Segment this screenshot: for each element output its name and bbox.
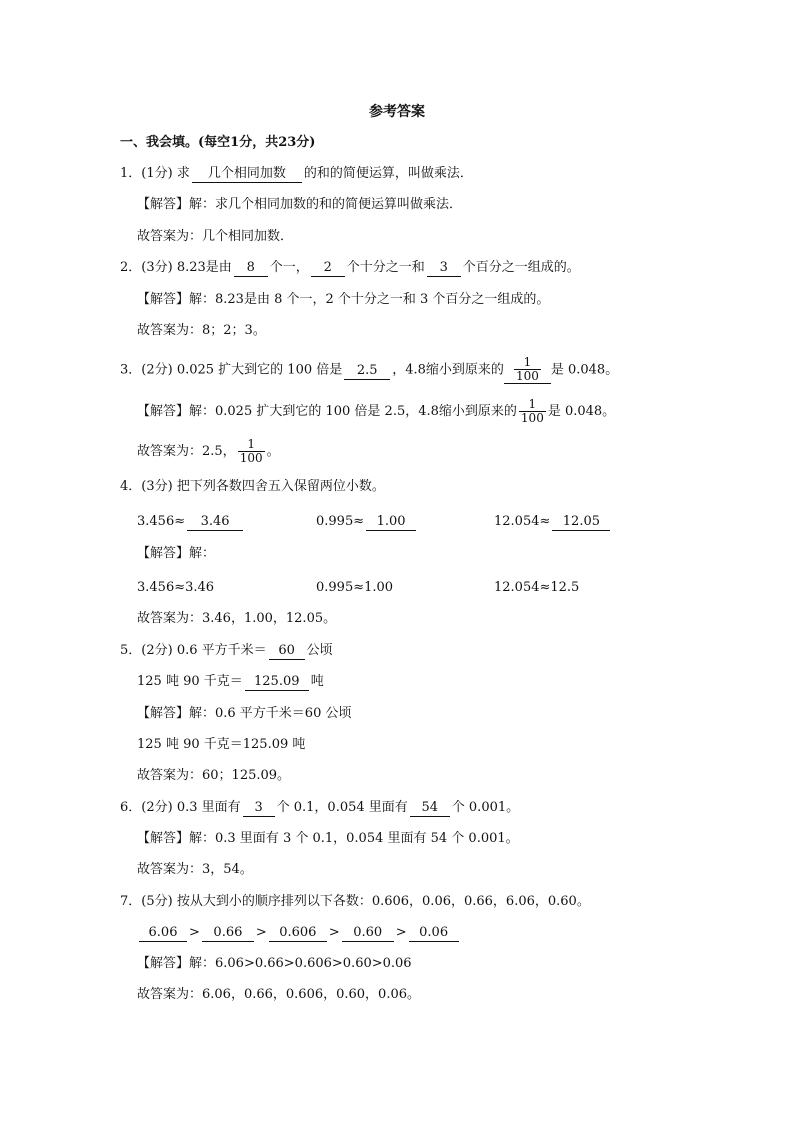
question-4-item-1 bbox=[137, 513, 245, 531]
question-3-answer-a: 故答案为：2.5， bbox=[137, 444, 236, 459]
fraction-numerator: 1 bbox=[523, 355, 532, 369]
question-4-analysis-item-1: 3.456≈3.46 bbox=[137, 580, 215, 595]
question-4-answer: 故答案为：3.46，1.00，12.05。 bbox=[137, 611, 337, 626]
greater-than-sign: > bbox=[395, 925, 407, 940]
question-7-blank-1: 6.06 bbox=[139, 925, 187, 942]
question-6 bbox=[120, 799, 519, 817]
question-5-analysis-1: 【解答】解：0.6 平方千米＝60 公顷 bbox=[137, 706, 352, 721]
question-3-stem-c: 是 0.048。 bbox=[550, 362, 619, 378]
fraction bbox=[514, 356, 541, 383]
question-4-item-3-blank: 12.05 bbox=[552, 514, 610, 531]
question-4-analysis-item-3: 12.054≈12.5 bbox=[494, 580, 580, 595]
greater-than-sign: > bbox=[255, 925, 267, 940]
question-3-answer bbox=[137, 438, 280, 465]
question-6-blank-2: 54 bbox=[410, 800, 450, 817]
question-6-answer: 故答案为：3，54。 bbox=[137, 862, 253, 877]
question-1-blank: 几个相同加数 bbox=[192, 166, 302, 183]
fraction bbox=[519, 398, 546, 425]
fraction-numerator: 1 bbox=[528, 397, 537, 411]
question-7-blank-5: 0.06 bbox=[409, 925, 459, 942]
question-7-blank-2: 0.66 bbox=[202, 925, 254, 942]
question-7-blank-3: 0.606 bbox=[269, 925, 327, 942]
page-title: 参考答案 bbox=[369, 104, 425, 120]
question-2-stem-d: 个百分之一组成的。 bbox=[462, 260, 580, 275]
question-2-answer: 故答案为：8；2；3。 bbox=[137, 323, 266, 338]
question-1-answer: 故答案为：几个相同加数． bbox=[137, 229, 294, 244]
question-6-analysis: 【解答】解：0.3 里面有 3 个 0.1，0.054 里面有 54 个 0.001。 bbox=[137, 831, 519, 846]
question-5-analysis-2: 125 吨 90 千克＝125.09 吨 bbox=[137, 737, 306, 752]
question-4-item-1-blank: 3.46 bbox=[187, 514, 243, 531]
question-3-analysis-b: 是 0.048。 bbox=[547, 404, 616, 419]
fraction-denominator: 100 bbox=[520, 411, 544, 425]
question-3 bbox=[120, 356, 618, 384]
question-6-blank-1: 3 bbox=[243, 800, 275, 817]
question-1 bbox=[120, 165, 473, 183]
question-4-analysis-item-2: 0.995≈1.00 bbox=[316, 580, 394, 595]
question-6-stem-c: 个 0.001。 bbox=[451, 800, 520, 815]
question-1-stem-a: 1．(1分) 求 bbox=[120, 166, 190, 181]
question-3-stem-b: ，4.8缩小到原来的 bbox=[392, 362, 504, 378]
question-1-analysis: 【解答】解：求几个相同加数的和的简便运算叫做乘法． bbox=[137, 197, 463, 212]
question-4-item-2-blank: 1.00 bbox=[366, 514, 416, 531]
section-heading: 一、我会填。(每空1分，共23分) bbox=[120, 135, 316, 150]
question-7-order bbox=[137, 924, 461, 942]
question-2-stem-a: 2．(3分) 8.23是由 bbox=[120, 260, 232, 275]
question-7-analysis: 【解答】解：6.06>0.66>0.606>0.60>0.06 bbox=[137, 956, 412, 971]
greater-than-sign: > bbox=[328, 925, 340, 940]
fraction bbox=[238, 438, 265, 465]
greater-than-sign: > bbox=[189, 925, 200, 940]
question-3-analysis-a: 【解答】解：0.025 扩大到它的 100 倍是 2.5，4.8缩小到原来的 bbox=[137, 404, 517, 419]
question-2-blank-2: 2 bbox=[311, 260, 345, 277]
question-4-item-2-expr: 0.995≈ bbox=[316, 514, 365, 529]
question-4-item-3 bbox=[494, 513, 612, 531]
question-4-analysis: 【解答】解： bbox=[137, 546, 216, 561]
fraction-numerator: 1 bbox=[247, 437, 255, 451]
question-7-answer: 故答案为：6.06，0.66，0.606，0.60，0.06。 bbox=[137, 987, 420, 1002]
question-6-stem-a: 6．(2分) 0.3 里面有 bbox=[120, 800, 241, 815]
question-7-stem: 7．(5分) 按从大到小的顺序排列以下各数：0.606，0.06，0.66，6.06，0.60。 bbox=[120, 894, 590, 909]
question-5-line-1 bbox=[120, 642, 333, 660]
question-3-answer-b: 。 bbox=[266, 444, 280, 459]
question-3-analysis bbox=[137, 398, 615, 425]
question-2-analysis: 【解答】解：8.23是由 8 个一，2 个十分之一和 3 个百分之一组成的。 bbox=[137, 292, 550, 307]
question-5-stem-2a: 125 吨 90 千克＝ bbox=[137, 674, 243, 689]
question-6-stem-b: 个 0.1，0.054 里面有 bbox=[276, 800, 408, 815]
question-3-fraction-blank bbox=[504, 356, 551, 384]
question-5-answer: 故答案为：60；125.09。 bbox=[137, 768, 291, 783]
question-2-blank-3: 3 bbox=[427, 260, 461, 277]
question-4-item-1-expr: 3.456≈ bbox=[137, 514, 186, 529]
question-5-stem-1b: 公顷 bbox=[306, 643, 333, 658]
question-2 bbox=[120, 259, 580, 277]
question-4-item-2 bbox=[316, 513, 418, 531]
question-3-blank-1: 2.5 bbox=[344, 363, 390, 380]
question-2-stem-b: 个一， bbox=[269, 260, 309, 275]
question-1-stem-b: 的和的简便运算，叫做乘法． bbox=[303, 166, 473, 181]
question-2-stem-c: 个十分之一和 bbox=[346, 260, 425, 275]
question-5-stem-1a: 5．(2分) 0.6 平方千米＝ bbox=[120, 643, 267, 658]
question-5-blank-2: 125.09 bbox=[245, 674, 309, 691]
question-5-line-2 bbox=[137, 673, 324, 691]
question-3-stem-a: 3．(2分) 0.025 扩大到它的 100 倍是 bbox=[120, 362, 343, 378]
question-4-item-3-expr: 12.054≈ bbox=[494, 514, 551, 529]
question-5-stem-2b: 吨 bbox=[310, 674, 324, 689]
fraction-denominator: 100 bbox=[515, 369, 539, 383]
question-4-stem: 4．(3分) 把下列各数四舍五入保留两位小数。 bbox=[120, 479, 385, 494]
question-5-blank-1: 60 bbox=[269, 643, 305, 660]
fraction-denominator: 100 bbox=[239, 451, 263, 465]
question-7-blank-4: 0.60 bbox=[342, 925, 394, 942]
question-2-blank-1: 8 bbox=[234, 260, 268, 277]
